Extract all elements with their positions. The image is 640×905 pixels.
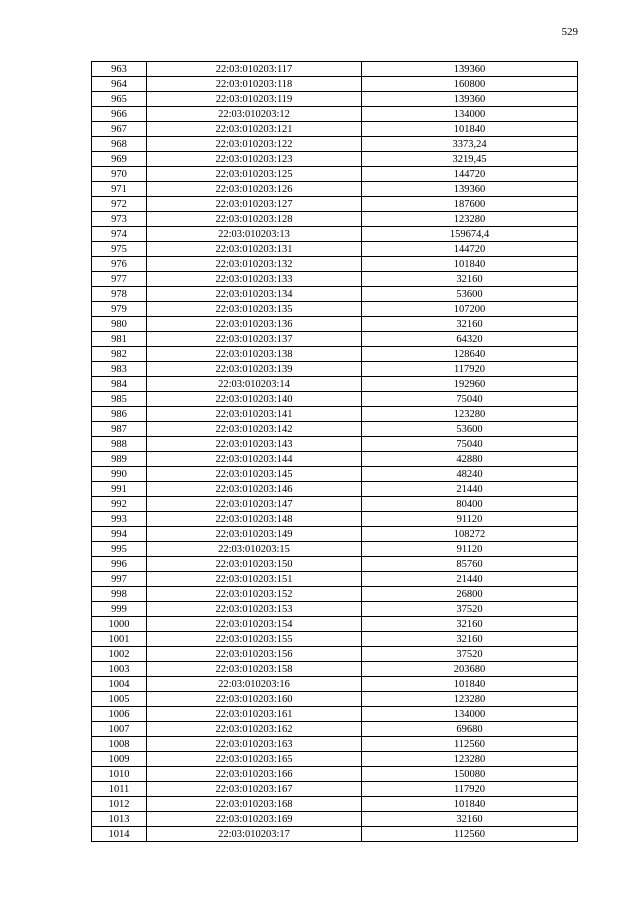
cadastral-value-cell: 123280 [362, 752, 578, 767]
table-row [92, 242, 578, 257]
cadastral-value-cell: 75040 [362, 392, 578, 407]
row-index-cell: 991 [92, 482, 147, 497]
row-index-cell: 975 [92, 242, 147, 257]
cadastral-value-cell: 3373,24 [362, 137, 578, 152]
cadastral-value-cell: 128640 [362, 347, 578, 362]
row-index-cell: 989 [92, 452, 147, 467]
table-row [92, 707, 578, 722]
row-index-cell: 966 [92, 107, 147, 122]
table-row [92, 167, 578, 182]
table-row [92, 467, 578, 482]
table-row [92, 812, 578, 827]
table-row [92, 152, 578, 167]
row-index-cell: 970 [92, 167, 147, 182]
cadastral-value-cell: 160800 [362, 77, 578, 92]
row-index-cell: 1003 [92, 662, 147, 677]
row-index-cell: 1006 [92, 707, 147, 722]
cadastral-number-cell: 22:03:010203:167 [147, 782, 362, 797]
cadastral-number-cell: 22:03:010203:12 [147, 107, 362, 122]
cadastral-value-cell: 32160 [362, 272, 578, 287]
table-row [92, 422, 578, 437]
cadastral-value-cell: 32160 [362, 317, 578, 332]
cadastral-number-cell: 22:03:010203:156 [147, 647, 362, 662]
table-row [92, 197, 578, 212]
row-index-cell: 1005 [92, 692, 147, 707]
row-index-cell: 973 [92, 212, 147, 227]
table-row [92, 362, 578, 377]
table-row [92, 647, 578, 662]
table-row [92, 542, 578, 557]
row-index-cell: 1012 [92, 797, 147, 812]
cadastral-number-cell: 22:03:010203:136 [147, 317, 362, 332]
cadastral-number-cell: 22:03:010203:119 [147, 92, 362, 107]
cadastral-number-cell: 22:03:010203:131 [147, 242, 362, 257]
cadastral-number-cell: 22:03:010203:165 [147, 752, 362, 767]
cadastral-value-cell: 80400 [362, 497, 578, 512]
table-row [92, 347, 578, 362]
row-index-cell: 980 [92, 317, 147, 332]
cadastral-value-cell: 101840 [362, 122, 578, 137]
cadastral-number-cell: 22:03:010203:128 [147, 212, 362, 227]
cadastral-value-cell: 144720 [362, 242, 578, 257]
cadastral-number-cell: 22:03:010203:127 [147, 197, 362, 212]
row-index-cell: 969 [92, 152, 147, 167]
cadastral-value-cell: 53600 [362, 287, 578, 302]
row-index-cell: 996 [92, 557, 147, 572]
table-row [92, 527, 578, 542]
table-row [92, 512, 578, 527]
cadastral-number-cell: 22:03:010203:15 [147, 542, 362, 557]
cadastral-value-table [91, 61, 578, 842]
table-row [92, 662, 578, 677]
cadastral-number-cell: 22:03:010203:16 [147, 677, 362, 692]
cadastral-value-cell: 101840 [362, 797, 578, 812]
table-row [92, 482, 578, 497]
cadastral-number-cell: 22:03:010203:144 [147, 452, 362, 467]
cadastral-value-cell: 159674,4 [362, 227, 578, 242]
table-row [92, 752, 578, 767]
table-row [92, 272, 578, 287]
cadastral-value-cell: 139360 [362, 182, 578, 197]
cadastral-number-cell: 22:03:010203:123 [147, 152, 362, 167]
cadastral-number-cell: 22:03:010203:150 [147, 557, 362, 572]
cadastral-number-cell: 22:03:010203:134 [147, 287, 362, 302]
cadastral-value-cell: 48240 [362, 467, 578, 482]
row-index-cell: 978 [92, 287, 147, 302]
cadastral-value-cell: 117920 [362, 362, 578, 377]
table-row [92, 392, 578, 407]
row-index-cell: 974 [92, 227, 147, 242]
cadastral-number-cell: 22:03:010203:148 [147, 512, 362, 527]
cadastral-number-cell: 22:03:010203:169 [147, 812, 362, 827]
row-index-cell: 983 [92, 362, 147, 377]
cadastral-number-cell: 22:03:010203:146 [147, 482, 362, 497]
cadastral-number-cell: 22:03:010203:14 [147, 377, 362, 392]
row-index-cell: 999 [92, 602, 147, 617]
row-index-cell: 967 [92, 122, 147, 137]
cadastral-number-cell: 22:03:010203:154 [147, 617, 362, 632]
cadastral-number-cell: 22:03:010203:163 [147, 737, 362, 752]
table-row [92, 767, 578, 782]
cadastral-value-cell: 42880 [362, 452, 578, 467]
cadastral-value-cell: 112560 [362, 827, 578, 842]
table-row [92, 782, 578, 797]
cadastral-number-cell: 22:03:010203:162 [147, 722, 362, 737]
row-index-cell: 968 [92, 137, 147, 152]
cadastral-value-cell: 107200 [362, 302, 578, 317]
table-body [92, 62, 578, 842]
cadastral-value-cell: 32160 [362, 632, 578, 647]
table-row [92, 107, 578, 122]
row-index-cell: 998 [92, 587, 147, 602]
cadastral-value-cell: 21440 [362, 482, 578, 497]
cadastral-number-cell: 22:03:010203:139 [147, 362, 362, 377]
row-index-cell: 997 [92, 572, 147, 587]
row-index-cell: 981 [92, 332, 147, 347]
row-index-cell: 1009 [92, 752, 147, 767]
row-index-cell: 1001 [92, 632, 147, 647]
table-row [92, 797, 578, 812]
table-row [92, 602, 578, 617]
row-index-cell: 987 [92, 422, 147, 437]
cadastral-number-cell: 22:03:010203:137 [147, 332, 362, 347]
cadastral-number-cell: 22:03:010203:145 [147, 467, 362, 482]
row-index-cell: 965 [92, 92, 147, 107]
row-index-cell: 963 [92, 62, 147, 77]
cadastral-value-cell: 144720 [362, 167, 578, 182]
cadastral-number-cell: 22:03:010203:142 [147, 422, 362, 437]
cadastral-value-cell: 187600 [362, 197, 578, 212]
cadastral-number-cell: 22:03:010203:158 [147, 662, 362, 677]
row-index-cell: 986 [92, 407, 147, 422]
cadastral-number-cell: 22:03:010203:151 [147, 572, 362, 587]
cadastral-number-cell: 22:03:010203:125 [147, 167, 362, 182]
cadastral-number-cell: 22:03:010203:138 [147, 347, 362, 362]
cadastral-value-cell: 139360 [362, 92, 578, 107]
row-index-cell: 1011 [92, 782, 147, 797]
cadastral-value-cell: 53600 [362, 422, 578, 437]
row-index-cell: 977 [92, 272, 147, 287]
cadastral-number-cell: 22:03:010203:141 [147, 407, 362, 422]
cadastral-number-cell: 22:03:010203:152 [147, 587, 362, 602]
cadastral-value-cell: 123280 [362, 212, 578, 227]
cadastral-value-cell: 32160 [362, 617, 578, 632]
cadastral-value-cell: 139360 [362, 62, 578, 77]
table-row [92, 92, 578, 107]
cadastral-value-cell: 101840 [362, 677, 578, 692]
row-index-cell: 992 [92, 497, 147, 512]
cadastral-value-cell: 134000 [362, 707, 578, 722]
cadastral-number-cell: 22:03:010203:13 [147, 227, 362, 242]
cadastral-value-cell: 37520 [362, 602, 578, 617]
cadastral-value-cell: 91120 [362, 512, 578, 527]
cadastral-number-cell: 22:03:010203:147 [147, 497, 362, 512]
table-row [92, 182, 578, 197]
row-index-cell: 1008 [92, 737, 147, 752]
table-row [92, 407, 578, 422]
cadastral-value-cell: 192960 [362, 377, 578, 392]
row-index-cell: 985 [92, 392, 147, 407]
cadastral-number-cell: 22:03:010203:160 [147, 692, 362, 707]
table-row [92, 677, 578, 692]
table-row [92, 557, 578, 572]
cadastral-value-cell: 69680 [362, 722, 578, 737]
table-row [92, 587, 578, 602]
table-row [92, 77, 578, 92]
table-row [92, 827, 578, 842]
cadastral-number-cell: 22:03:010203:149 [147, 527, 362, 542]
row-index-cell: 964 [92, 77, 147, 92]
row-index-cell: 1010 [92, 767, 147, 782]
cadastral-value-cell: 26800 [362, 587, 578, 602]
row-index-cell: 1007 [92, 722, 147, 737]
cadastral-number-cell: 22:03:010203:133 [147, 272, 362, 287]
cadastral-number-cell: 22:03:010203:121 [147, 122, 362, 137]
row-index-cell: 995 [92, 542, 147, 557]
cadastral-value-cell: 108272 [362, 527, 578, 542]
table-row [92, 632, 578, 647]
table-row [92, 437, 578, 452]
cadastral-number-cell: 22:03:010203:126 [147, 182, 362, 197]
table-row [92, 497, 578, 512]
cadastral-value-cell: 134000 [362, 107, 578, 122]
cadastral-number-cell: 22:03:010203:132 [147, 257, 362, 272]
row-index-cell: 1004 [92, 677, 147, 692]
table-row [92, 452, 578, 467]
cadastral-value-cell: 85760 [362, 557, 578, 572]
table-row [92, 692, 578, 707]
table-row [92, 62, 578, 77]
table-row [92, 572, 578, 587]
table-row [92, 317, 578, 332]
table-row [92, 287, 578, 302]
cadastral-number-cell: 22:03:010203:140 [147, 392, 362, 407]
cadastral-value-cell: 203680 [362, 662, 578, 677]
cadastral-value-cell: 123280 [362, 407, 578, 422]
table-row [92, 332, 578, 347]
cadastral-number-cell: 22:03:010203:118 [147, 77, 362, 92]
cadastral-number-cell: 22:03:010203:122 [147, 137, 362, 152]
cadastral-value-cell: 123280 [362, 692, 578, 707]
cadastral-number-cell: 22:03:010203:143 [147, 437, 362, 452]
table-row [92, 212, 578, 227]
row-index-cell: 990 [92, 467, 147, 482]
row-index-cell: 1002 [92, 647, 147, 662]
cadastral-number-cell: 22:03:010203:168 [147, 797, 362, 812]
row-index-cell: 979 [92, 302, 147, 317]
cadastral-number-cell: 22:03:010203:135 [147, 302, 362, 317]
cadastral-value-cell: 32160 [362, 812, 578, 827]
row-index-cell: 993 [92, 512, 147, 527]
table-row [92, 737, 578, 752]
row-index-cell: 971 [92, 182, 147, 197]
table-row [92, 227, 578, 242]
cadastral-number-cell: 22:03:010203:153 [147, 602, 362, 617]
row-index-cell: 976 [92, 257, 147, 272]
table-row [92, 617, 578, 632]
row-index-cell: 994 [92, 527, 147, 542]
row-index-cell: 1000 [92, 617, 147, 632]
cadastral-number-cell: 22:03:010203:17 [147, 827, 362, 842]
cadastral-value-cell: 112560 [362, 737, 578, 752]
row-index-cell: 1013 [92, 812, 147, 827]
table-row [92, 722, 578, 737]
cadastral-number-cell: 22:03:010203:155 [147, 632, 362, 647]
table-row [92, 377, 578, 392]
table-row [92, 257, 578, 272]
row-index-cell: 982 [92, 347, 147, 362]
page-number: 529 [561, 26, 578, 38]
cadastral-value-cell: 21440 [362, 572, 578, 587]
cadastral-value-cell: 91120 [362, 542, 578, 557]
table-row [92, 122, 578, 137]
cadastral-number-cell: 22:03:010203:166 [147, 767, 362, 782]
table-row [92, 137, 578, 152]
cadastral-value-cell: 117920 [362, 782, 578, 797]
cadastral-number-cell: 22:03:010203:117 [147, 62, 362, 77]
row-index-cell: 1014 [92, 827, 147, 842]
cadastral-value-cell: 150080 [362, 767, 578, 782]
cadastral-value-cell: 3219,45 [362, 152, 578, 167]
table-row [92, 302, 578, 317]
row-index-cell: 988 [92, 437, 147, 452]
cadastral-value-cell: 37520 [362, 647, 578, 662]
cadastral-value-cell: 64320 [362, 332, 578, 347]
row-index-cell: 972 [92, 197, 147, 212]
row-index-cell: 984 [92, 377, 147, 392]
cadastral-number-cell: 22:03:010203:161 [147, 707, 362, 722]
cadastral-value-cell: 101840 [362, 257, 578, 272]
cadastral-value-cell: 75040 [362, 437, 578, 452]
